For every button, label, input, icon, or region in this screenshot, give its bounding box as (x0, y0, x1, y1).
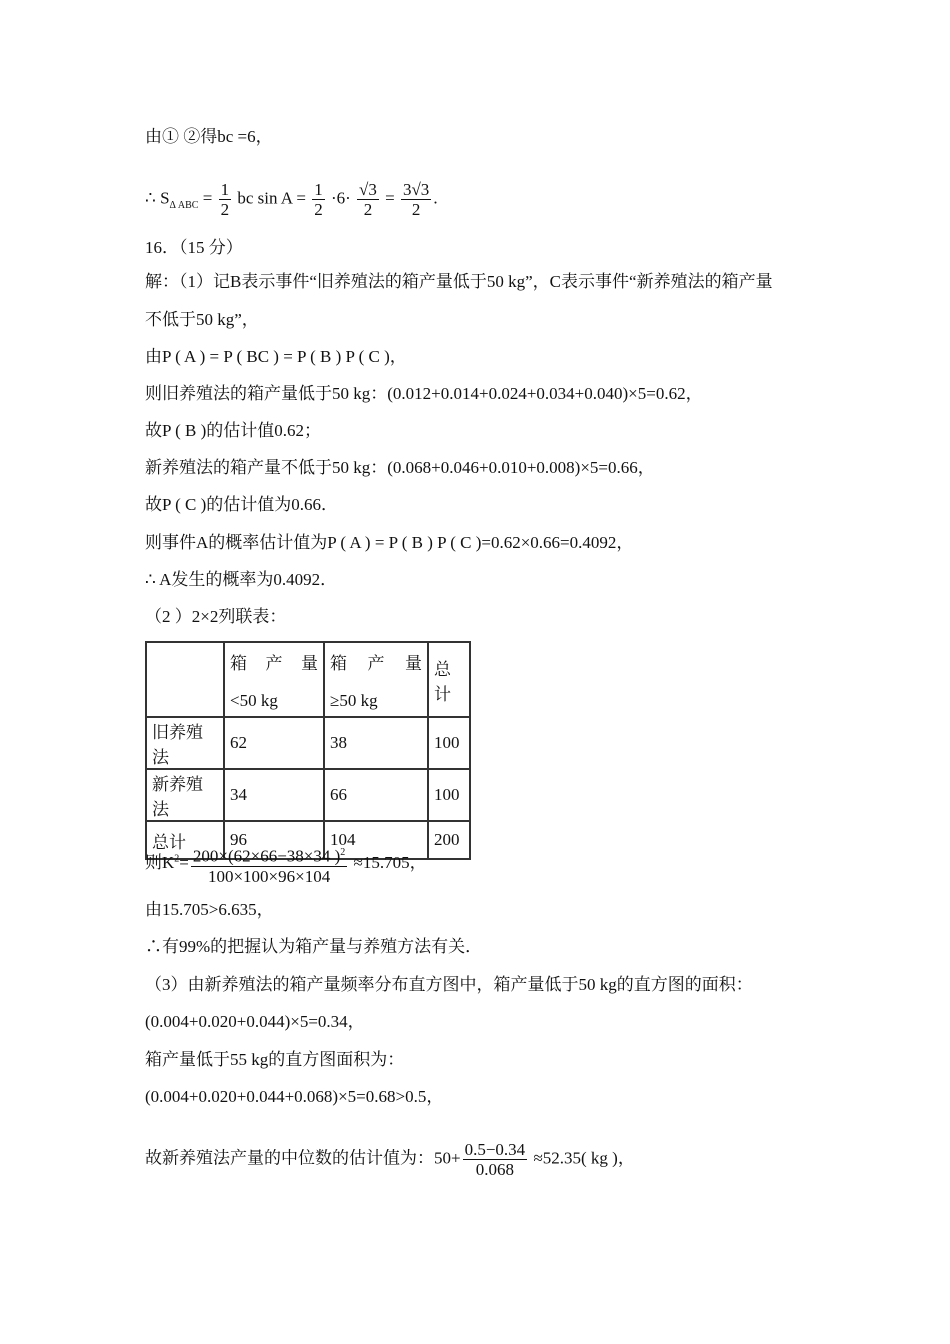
text: bc sin A = (233, 188, 311, 208)
fraction (219, 180, 232, 219)
text: 箱 (330, 653, 347, 673)
denominator: 2 (220, 200, 230, 219)
table-cell: 38 (324, 717, 428, 769)
text: 产 (367, 653, 385, 673)
text-line: (0.004+0.020+0.044+0.068)×5=0.68>0.5， (145, 1087, 444, 1106)
text-line: 不低于50 kg”， (145, 310, 259, 329)
table-row (146, 769, 470, 821)
fraction (312, 180, 325, 219)
table-cell: 总计 (146, 821, 224, 859)
text: 产 (265, 653, 283, 673)
fraction (357, 180, 379, 219)
text-line: 解：（1）记B表示事件“旧养殖法的箱产量低于50 kg”，C表示事件“新养殖法的箱产量 (145, 272, 773, 291)
text-line: 由15.705>6.635， (145, 900, 274, 919)
text-line: 由① ②得bc =6， (145, 127, 273, 146)
table-cell (224, 642, 324, 717)
denominator: 2 (363, 200, 373, 219)
text-line: 箱产量低于55 kg的直方图面积为： (145, 1050, 405, 1069)
table-cell: 100 (428, 769, 470, 821)
text-line: 则事件A的概率估计值为P ( A ) = P ( B ) P ( C )=0.62×0.66=0.4092， (145, 533, 634, 552)
denominator: 2 (411, 200, 421, 219)
text: 200×(62×66−38×34 ) (192, 846, 341, 866)
superscript: 2 (174, 853, 180, 865)
fraction (401, 180, 431, 219)
table-header-row (146, 642, 470, 717)
text-line: ∴有99%的把握认为箱产量与养殖方法有关． (145, 937, 483, 956)
denominator: 2 (314, 200, 323, 219)
median-formula (145, 1140, 635, 1179)
text: ∴ S (145, 188, 170, 208)
superscript: 2 (340, 847, 346, 858)
text-line: （2 ）2×2列联表： (145, 607, 287, 626)
text: = (179, 853, 189, 873)
text: 量 (405, 653, 422, 673)
numerator: √3 (359, 180, 377, 199)
text-line: ∴ A发生的概率为0.4092． (145, 570, 338, 589)
table-cell: 200 (428, 821, 470, 859)
text-line: （3）由新养殖法的箱产量频率分布直方图中，箱产量低于50 kg的直方图的面积： (145, 975, 753, 994)
table-cell: 66 (324, 769, 428, 821)
text-line: 则旧养殖法的箱产量低于50 kg：(0.012+0.014+0.024+0.034+0.040)×5=0.62， (145, 384, 703, 403)
text: ≥50 kg (330, 690, 378, 710)
chi-square-formula (145, 843, 427, 886)
text-line: 由P ( A ) = P ( BC ) = P ( B ) P ( C )， (145, 347, 407, 366)
fraction (191, 843, 347, 886)
table-cell: 总计 (428, 642, 470, 717)
text: . (433, 188, 438, 208)
denominator: 100×100×96×104 (207, 866, 331, 886)
table-cell: 96 (224, 821, 324, 859)
numerator (191, 843, 347, 867)
text-line: 新养殖法的箱产量不低于50 kg：(0.068+0.046+0.010+0.008)×5=0.66， (145, 458, 655, 477)
text-line: (0.004+0.020+0.044)×5=0.34， (145, 1012, 365, 1031)
numerator: 1 (314, 180, 323, 199)
numerator: 0.5−0.34 (464, 1140, 526, 1159)
text: <50 kg (230, 690, 278, 710)
text: 则K (145, 853, 175, 873)
text: = (198, 188, 217, 208)
text: 故新养殖法产量的中位数的估计值为：50+ (145, 1148, 461, 1168)
contingency-table (145, 641, 471, 860)
table-cell (146, 642, 224, 717)
table-cell: 34 (224, 769, 324, 821)
text: 量 (301, 653, 318, 673)
table-cell: 62 (224, 717, 324, 769)
numerator: 3√3 (402, 180, 430, 199)
text: 箱 (230, 653, 247, 673)
table-cell (324, 642, 428, 717)
table-cell: 新养殖法 (146, 769, 224, 821)
text: ≈15.705， (349, 853, 427, 873)
denominator: 0.068 (475, 1160, 515, 1179)
area-formula (145, 180, 438, 219)
table-cell: 104 (324, 821, 428, 859)
subscript: Δ ABC (169, 199, 199, 211)
numerator: 1 (220, 180, 230, 199)
text-line: 故P ( B )的估计值0.62； (145, 421, 321, 440)
text: ≈52.35( kg )， (529, 1148, 635, 1168)
question-number: 16．（15 分） (145, 238, 243, 257)
text-line: 故P ( C )的估计值为0.66． (145, 495, 338, 514)
table-row (146, 717, 470, 769)
table-cell: 100 (428, 717, 470, 769)
text: = (380, 188, 399, 208)
table-cell: 旧养殖法 (146, 717, 224, 769)
text: ·6· (326, 188, 356, 208)
fraction (463, 1140, 528, 1179)
